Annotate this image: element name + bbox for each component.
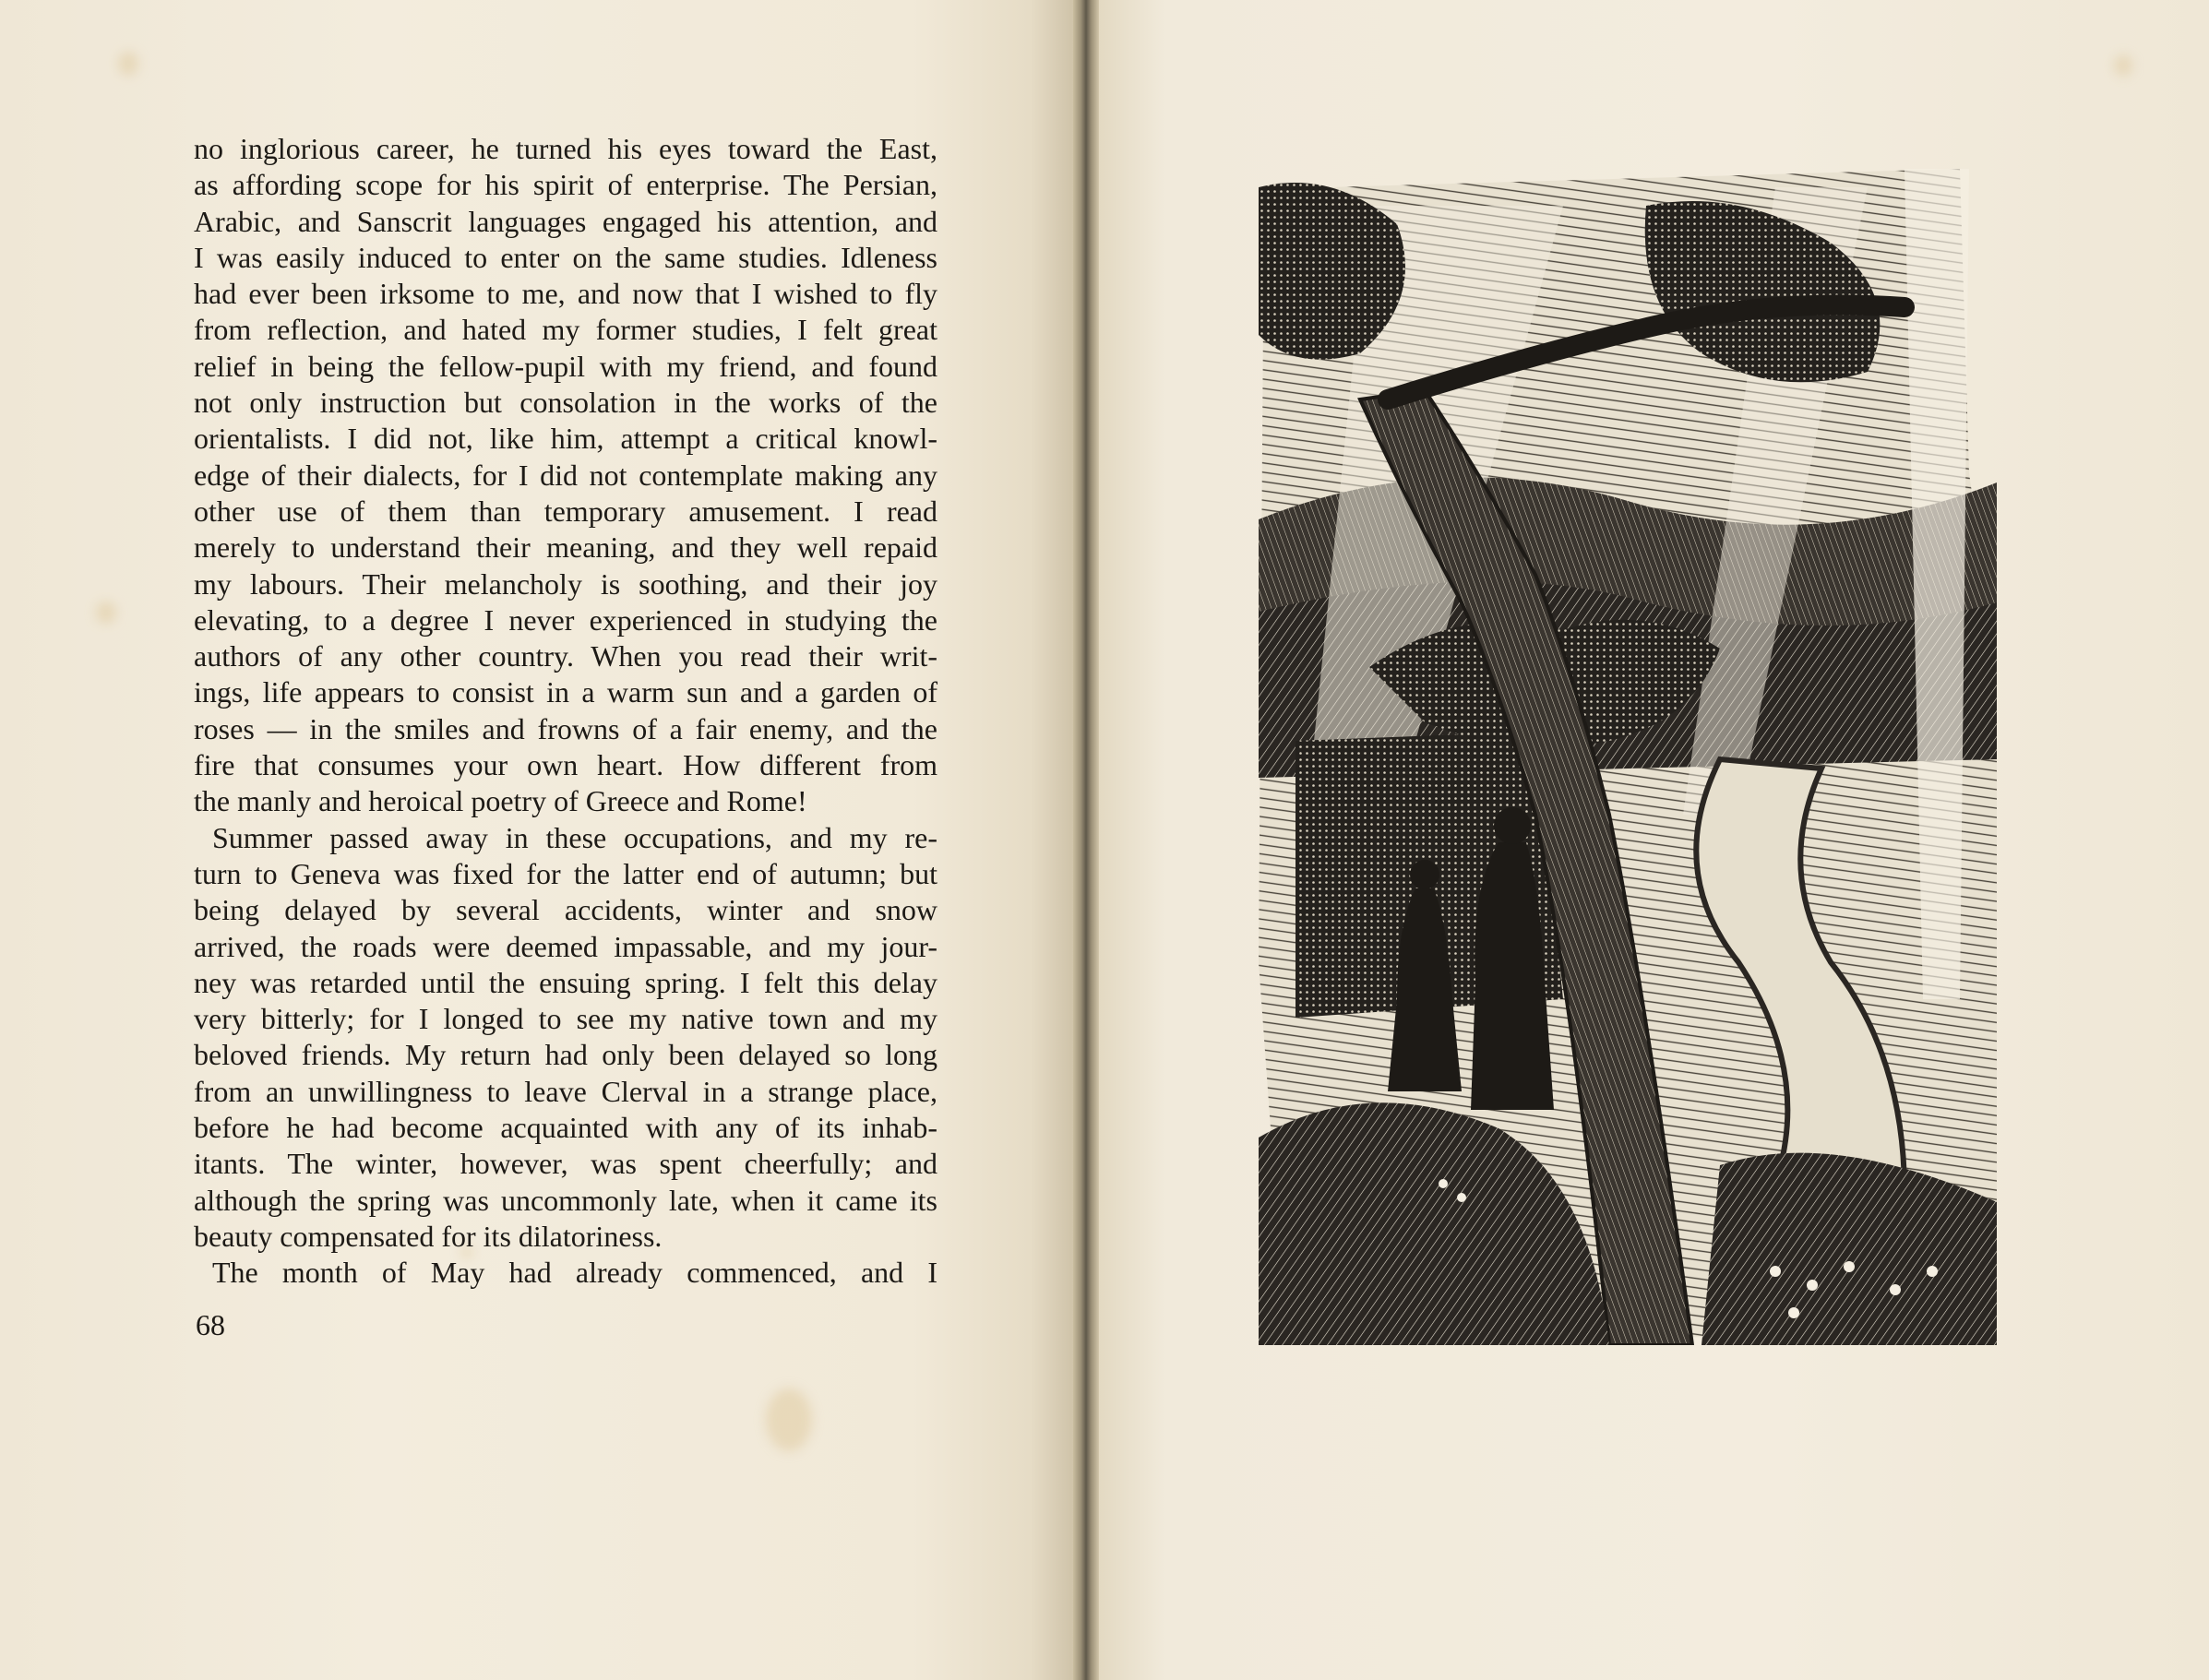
- text-line: fire that consumes your own heart. How different from: [194, 748, 937, 782]
- text-line: Summer passed away in these occupations, and my re-: [212, 820, 937, 854]
- text-line: I was easily induced to enter on the same studies. Idleness: [194, 240, 937, 274]
- text-line: very bitterly; for I longed to see my native town and my: [194, 1002, 937, 1036]
- text-line: ney was retarded until the ensuing spring. I felt this delay: [194, 965, 937, 999]
- text-line: being delayed by several accidents, winter and snow: [194, 893, 937, 927]
- paper-stain: [96, 602, 116, 624]
- paper-stain: [766, 1388, 812, 1451]
- text-line: not only instruction but consolation in the works of the: [194, 386, 937, 420]
- text-line: from reflection, and hated my former studies, I felt great: [194, 313, 937, 347]
- text-line: merely to understand their meaning, and they well repaid: [194, 530, 937, 565]
- text-line: arrived, the roads were deemed impassable, and my jour-: [194, 929, 937, 963]
- engraving-illustration-icon: [1259, 169, 1997, 1345]
- text-line: authors of any other country. When you read their writ-: [194, 639, 937, 673]
- text-line: from an unwillingness to leave Clerval in a strange place,: [194, 1074, 937, 1108]
- text-line: my labours. Their melancholy is soothing, and their joy: [194, 566, 937, 601]
- text-line: no inglorious career, he turned his eyes toward the East,: [194, 132, 937, 165]
- text-line: as affording scope for his spirit of enterprise. The Persian,: [194, 168, 937, 202]
- text-line: although the spring was uncommonly late, when it came its: [194, 1183, 937, 1217]
- text-line: roses — in the smiles and frowns of a fair enemy, and the: [194, 711, 937, 745]
- text-line: had ever been irksome to me, and now that I wished to fly: [194, 277, 937, 311]
- text-line: ings, life appears to consist in a warm sun and a garden of: [194, 675, 937, 709]
- text-line: beauty compensated for its dilatoriness.: [194, 1219, 663, 1253]
- page-number: 68: [196, 1308, 225, 1341]
- text-line: relief in being the fellow-pupil with my friend, and found: [194, 349, 937, 383]
- text-line: other use of them than temporary amusement. I read: [194, 494, 937, 528]
- text-line: The month of May had already commenced, and I: [212, 1256, 937, 1290]
- left-page: [0, 0, 1073, 1680]
- paper-stain: [118, 52, 138, 76]
- figure-head-shape: [1494, 807, 1531, 844]
- paper-stain: [2114, 55, 2132, 76]
- text-line: Arabic, and Sanscrit languages engaged his attention, and: [194, 204, 937, 238]
- body-text: [194, 131, 937, 1292]
- text-line: turn to Geneva was fixed for the latter end of autumn; but: [194, 856, 937, 890]
- text-line: before he had become acquainted with any of its inhab-: [194, 1111, 937, 1145]
- text-line: itants. The winter, however, was spent cheerfully; and: [194, 1147, 937, 1181]
- figure-head-shape: [1410, 860, 1439, 889]
- text-line: elevating, to a degree I never experienced in studying the: [194, 602, 937, 637]
- text-line: beloved friends. My return had only been delayed so long: [194, 1038, 937, 1072]
- book-gutter: [1073, 0, 1099, 1680]
- text-line: edge of their dialects, for I did not contemplate making any: [194, 458, 937, 492]
- text-line: the manly and heroical poetry of Greece and Rome!: [194, 784, 807, 818]
- text-line: orientalists. I did not, like him, attempt a critical knowl-: [194, 422, 937, 456]
